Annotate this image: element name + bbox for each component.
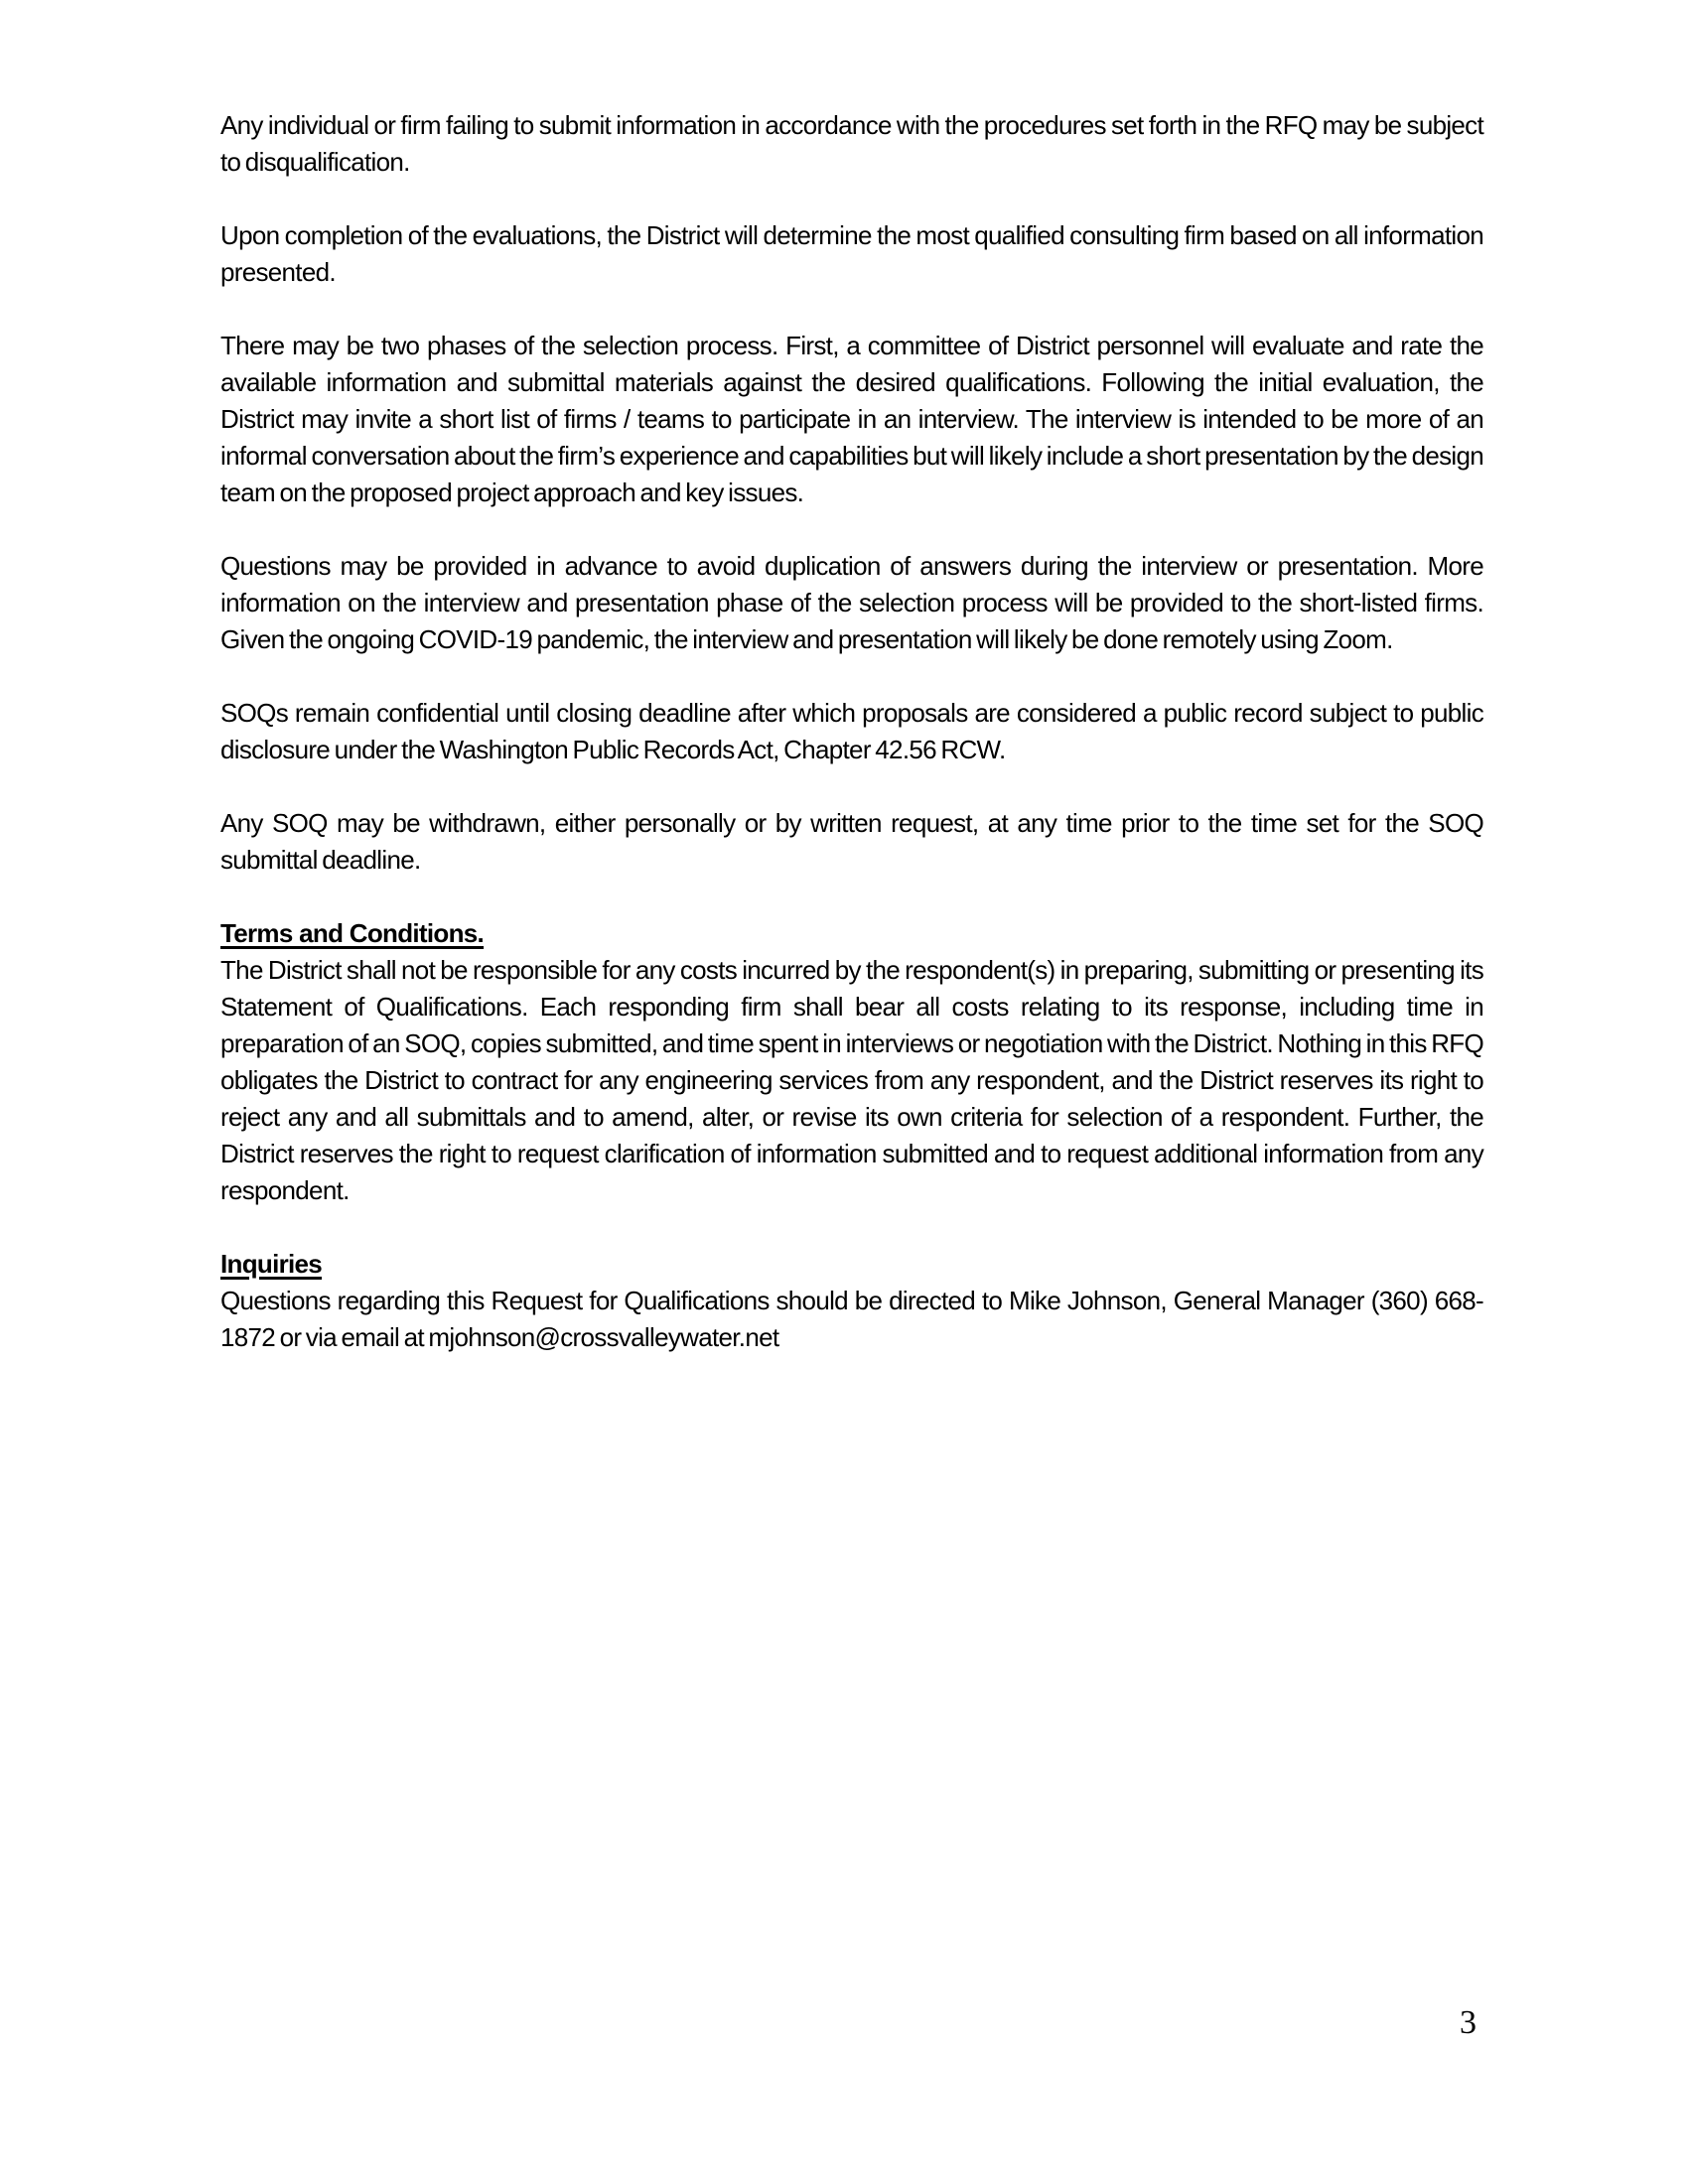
paragraph-disqualification: Any individual or firm failing to submit information in accordance with the procedures set forth in the RFQ may be subject to disqualification. xyxy=(220,110,1483,177)
paragraph-soq-withdrawal: Any SOQ may be withdrawn, either personally or by written request, at any time prior to the time set for the SOQ submittal deadline. xyxy=(220,808,1483,875)
document-body xyxy=(220,107,1483,1356)
paragraph-evaluation-completion: Upon completion of the evaluations, the District will determine the most qualified consulting firm based on all information presented. xyxy=(220,220,1483,287)
paragraph-selection-phases: There may be two phases of the selection process. First, a committee of District personnel will evaluate and rate the available information and submittal materials against the desired qualifications. Following the initial evaluation, the District may invite a short list of firms / teams to participate in an interview. The interview is intended to be more of an informal conversation about the firm’s experience and capabilities but will likely include a short presentation by the design team on the proposed project approach and key issues. xyxy=(220,331,1483,507)
paragraph-terms-and-conditions: The District shall not be responsible for any costs incurred by the respondent(s) in preparing, submitting or presenting its Statement of Qualifications. Each responding firm shall bear all costs relating to its response, including time in preparation of an SOQ, copies submitted, and time spent in interviews or negotiation with the District. Nothing in this RFQ obligates the District to contract for any engineering services from any respondent, and the District reserves its right to reject any and all submittals and to amend, alter, or revise its own criteria for selection of a respondent. Further, the District reserves the right to request clarification of information submitted and to request additional information from any respondent. xyxy=(220,955,1483,1205)
paragraph-interview-questions: Questions may be provided in advance to avoid duplication of answers during the interview or presentation. More information on the interview and presentation phase of the selection process will be provided to the short-listed firms. Given the ongoing COVID-19 pandemic, the interview and presentation will likely be done remotely using Zoom. xyxy=(220,551,1483,654)
page-number: 3 xyxy=(1460,2004,1477,2041)
paragraph-soq-confidentiality: SOQs remain confidential until closing deadline after which proposals are considered a public record subject to public disclosure under the Washington Public Records Act, Chapter 42.56 RCW. xyxy=(220,698,1483,764)
paragraph-inquiries-contact: Questions regarding this Request for Qualifications should be directed to Mike Johnson, General Manager (360) 668-1872 or via email at mjohnson@crossvalleywater.net xyxy=(220,1286,1483,1352)
heading-terms-and-conditions: Terms and Conditions. xyxy=(220,918,485,948)
heading-inquiries: Inquiries xyxy=(220,1249,323,1279)
